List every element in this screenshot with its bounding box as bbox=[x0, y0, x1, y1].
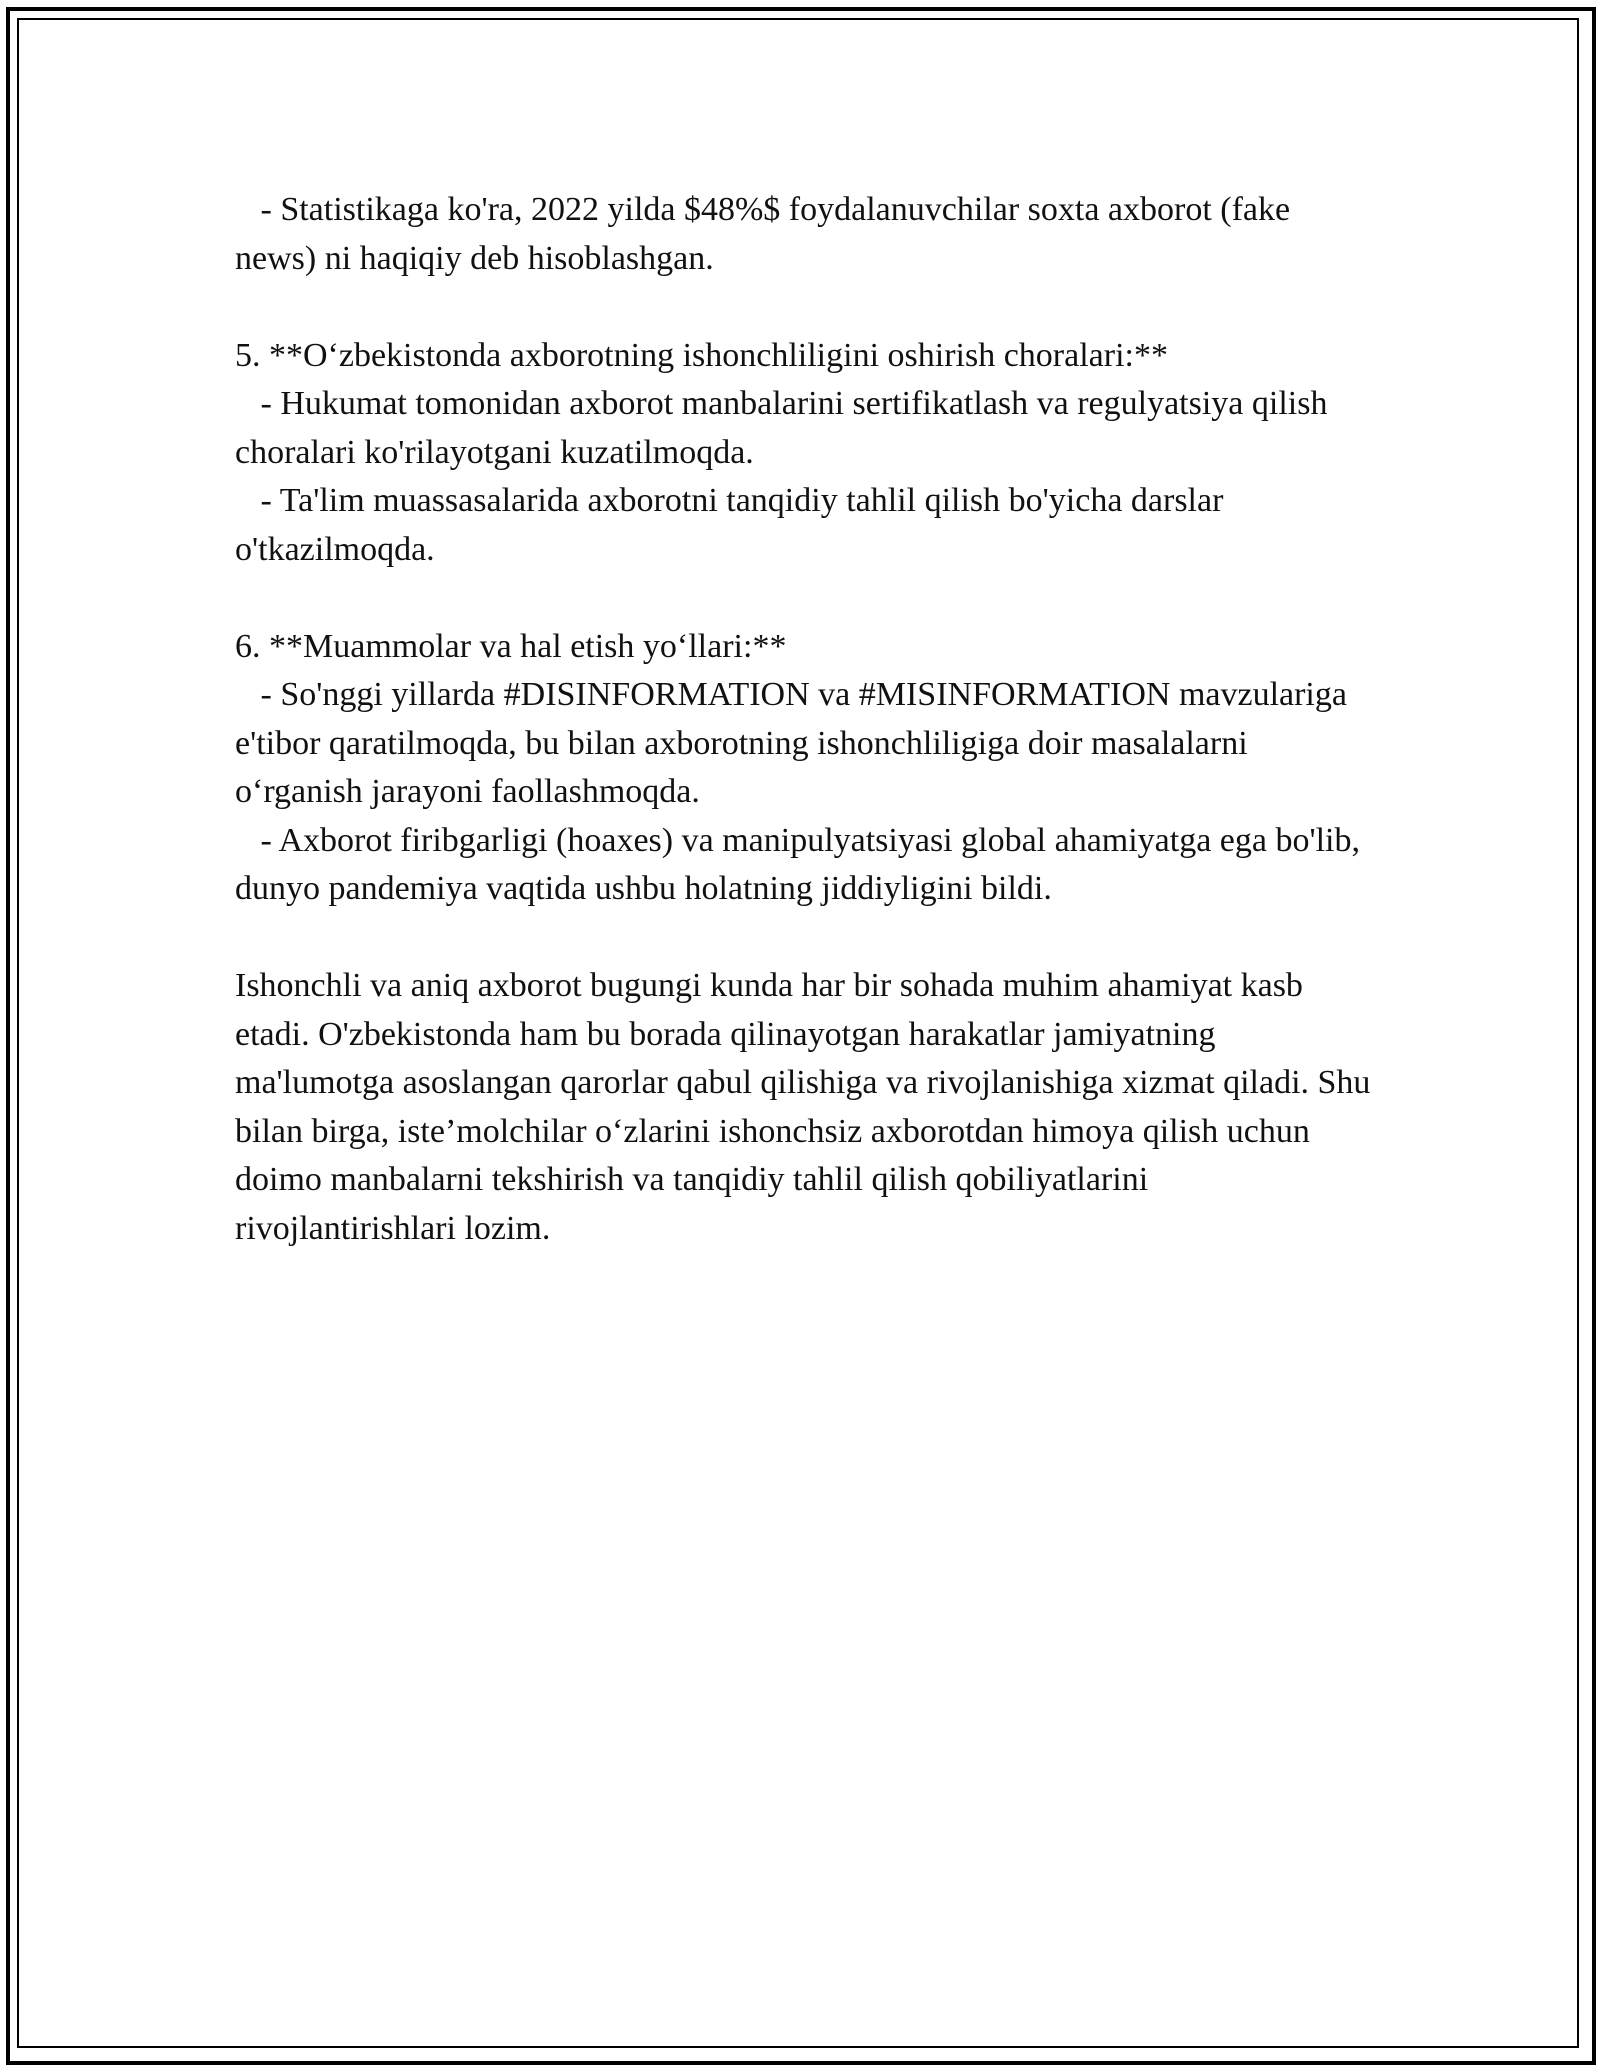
section-6-heading: 6. **Muammolar va hal etish yo‘llari:** bbox=[235, 627, 787, 665]
bullet-disinformation: - So'nggi yillarda #DISINFORMATION va #MISINFORMATION mavzulariga e'tibor qaratilmoqda, bu bilan axborotning ishonchliligiga doir masalalarni o‘rganish jarayoni faollashmoqda. bbox=[235, 676, 1356, 810]
bullet-statistics: - Statistikaga ko'ra, 2022 yilda $48%$ foydalanuvchilar soxta axborot (fake news) ni haqiqiy deb hisoblashgan. bbox=[235, 191, 1299, 277]
paragraph-gap bbox=[235, 914, 1375, 963]
bullet-education-courses: - Ta'lim muassasalarida axborotni tanqidiy tahlil qilish bo'yicha darslar o'tkazilmoqda. bbox=[235, 482, 1232, 568]
paragraph-gap bbox=[235, 574, 1375, 623]
bullet-hoaxes: - Axborot firibgarligi (hoaxes) va manipulyatsiyasi global ahamiyatga ega bo'lib, dunyo pandemiya vaqtida ushbu holatning jiddiyligini bildi. bbox=[235, 821, 1369, 907]
paragraph-gap bbox=[235, 283, 1375, 332]
bullet-government-certification: - Hukumat tomonidan axborot manbalarini sertifikatlash va regulyatsiya qilish choralari ko'rilayotgani kuzatilmoqda. bbox=[235, 385, 1336, 471]
conclusion-paragraph: Ishonchli va aniq axborot bugungi kunda har bir sohada muhim ahamiyat kasb etadi. O'zbekistonda ham bu borada qilinayotgan harakatlar jamiyatning ma'lumotga asoslangan qarorlar qabul qilishiga va rivojlanishiga xizmat qiladi. Shu bilan birga, iste’molchilar o‘zlarini ishonchsiz axborotdan himoya qilish uchun doimo manbalarni tekshirish va tanqidiy tahlil qilish qobiliyatlarini rivojlantirishlari lozim. bbox=[235, 967, 1379, 1247]
document-body bbox=[235, 186, 1379, 1253]
section-5-heading: 5. **O‘zbekistonda axborotning ishonchliligini oshirish choralari:** bbox=[235, 336, 1168, 374]
